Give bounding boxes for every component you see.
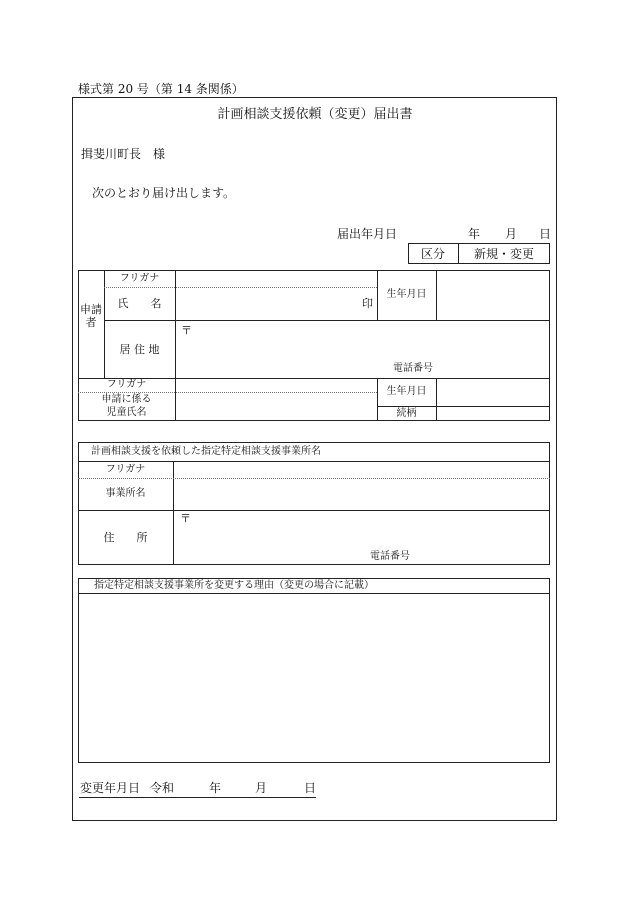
- applicant-address-label: 居 住 地: [119, 343, 160, 356]
- applicant-postal-mark: 〒: [181, 324, 192, 337]
- applicant-section-label: 申請者: [80, 303, 102, 329]
- child-name-label-2: 児童氏名: [106, 407, 147, 418]
- child-birth-label: 生年月日: [386, 386, 427, 397]
- child-relation-label: 続柄: [396, 408, 417, 419]
- applicant-phone-label: 電話番号: [393, 363, 433, 374]
- change-date-underline: [79, 797, 316, 798]
- change-date-era: 令和: [150, 781, 175, 795]
- provider-office-label: 事業所名: [105, 488, 146, 499]
- child-name-label-1: 申請に係る: [101, 394, 152, 405]
- change-date-label: 変更年月日: [80, 781, 141, 795]
- applicant-name-label: 氏 名: [117, 297, 162, 310]
- intro-text: 次のとおり届け出します。: [92, 186, 236, 200]
- change-date-month: 月: [255, 781, 268, 795]
- applicant-birth-label: 生年月日: [386, 289, 427, 300]
- change-date-year: 年: [209, 781, 222, 795]
- category-label: 区分: [420, 247, 445, 261]
- category-value[interactable]: 新規・変更: [473, 247, 534, 261]
- form-number: 様式第 20 号（第 14 条関係）: [78, 82, 244, 96]
- provider-header: 計画相談支援を依頼した指定特定相談支援事業所名: [91, 446, 321, 457]
- provider-address-label: 住 所: [103, 531, 148, 544]
- applicant-seal: 印: [362, 297, 373, 310]
- change-date-day: 日: [304, 781, 317, 795]
- child-furigana-label: フリガナ: [106, 379, 147, 390]
- reason-box[interactable]: [78, 578, 550, 763]
- addressee: 揖斐川町長 様: [81, 147, 166, 161]
- submission-date-label: 届出年月日: [337, 227, 398, 241]
- submission-day: 日: [539, 227, 552, 241]
- reason-header: 指定特定相談支援事業所を変更する理由（変更の場合に記載）: [94, 580, 374, 591]
- submission-year: 年: [468, 227, 481, 241]
- provider-furigana-label: フリガナ: [105, 464, 146, 475]
- submission-month: 月: [505, 227, 518, 241]
- provider-phone-label: 電話番号: [370, 551, 410, 562]
- provider-postal-mark: 〒: [180, 512, 191, 525]
- applicant-furigana-label: フリガナ: [119, 273, 160, 284]
- form-title: 計画相談支援依頼（変更）届出書: [217, 107, 413, 122]
